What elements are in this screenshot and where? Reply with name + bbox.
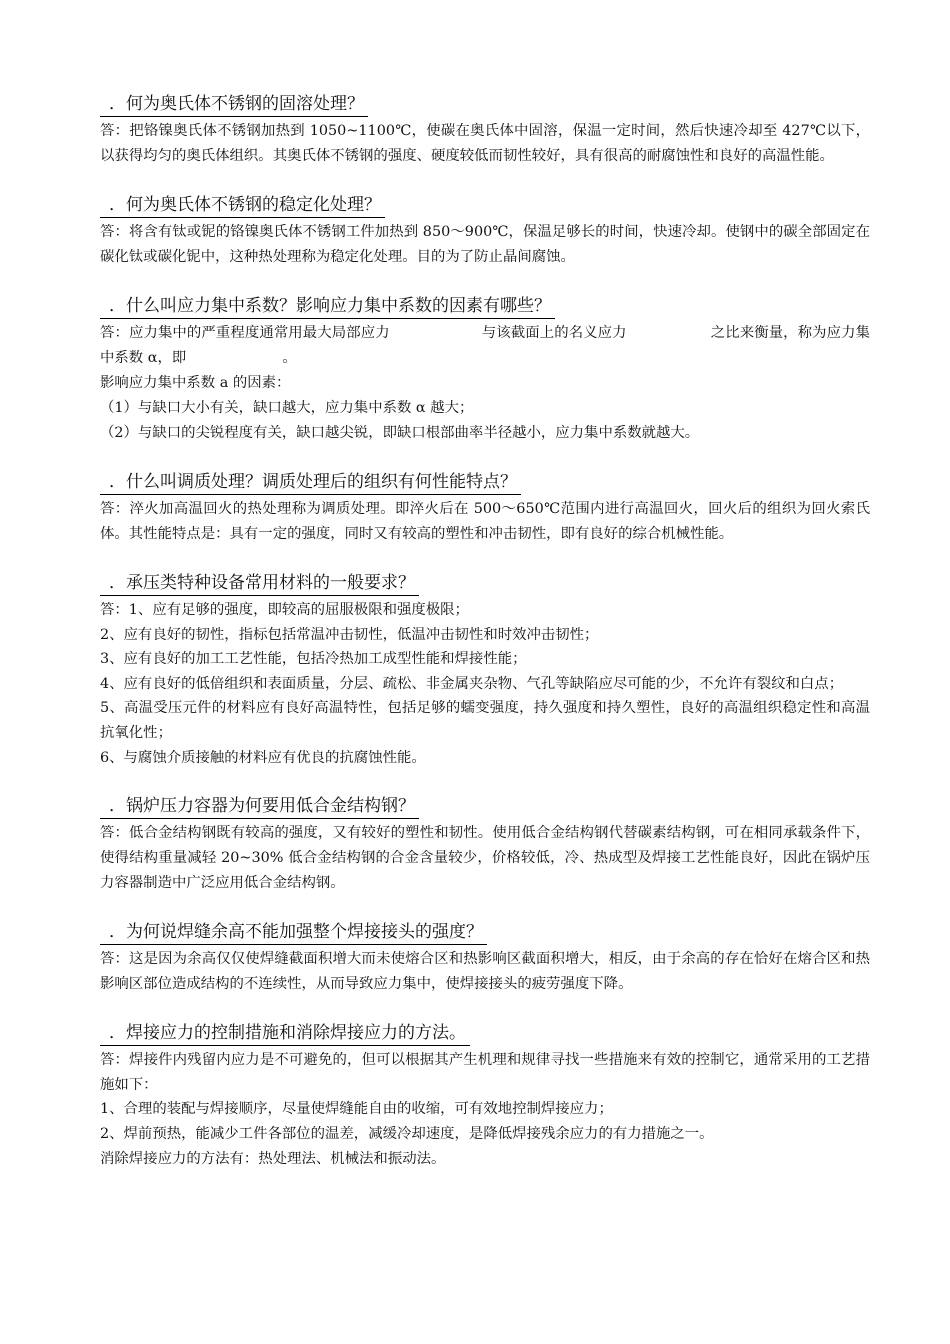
section-heading xyxy=(100,193,385,218)
heading-text: 焊接应力的控制措施和消除焊接应力的方法。 xyxy=(126,1023,466,1044)
answer-paragraph: 6、与腐蚀介质接触的材料应有优良的抗腐蚀性能。 xyxy=(100,749,426,766)
heading-marker: ． xyxy=(109,296,126,316)
heading-text: 何为奥氏体不锈钢的固溶处理？ xyxy=(126,94,364,114)
heading-marker: ． xyxy=(109,195,126,215)
answer-paragraph xyxy=(100,321,870,371)
section-heading xyxy=(100,794,419,819)
qa-section-solution-treatment xyxy=(100,92,870,169)
section-heading xyxy=(100,470,521,495)
answer-paragraph: （2）与缺口的尖锐程度有关，缺口越尖锐，即缺口根部曲率半径越小，应力集中系数就越大。 xyxy=(100,425,700,441)
heading-text: 锅炉压力容器为何要用低合金结构钢？ xyxy=(126,796,415,817)
answer-paragraph: 答：1、应有足够的强度，即较高的屈服极限和强度极限； xyxy=(100,602,469,618)
answer-paragraph: 影响应力集中系数 a 的因素： xyxy=(100,375,291,391)
answer-paragraph: 1、合理的装配与焊接顺序，尽量使焊缝能自由的收缩，可有效地控制焊接应力； xyxy=(100,1101,613,1118)
qa-section-stress-concentration xyxy=(100,294,870,446)
heading-marker: ． xyxy=(109,796,126,817)
answer-text-part: 。 xyxy=(282,350,297,366)
answer-paragraph: 3、应有良好的加工工艺性能，包括冷热加工成型性能和焊接性能； xyxy=(100,651,527,668)
section-heading xyxy=(100,1021,470,1046)
heading-marker: ． xyxy=(109,94,126,114)
answer-paragraph: 答：把铬镍奥氏体不锈钢加热到 1050~1100℃，使碳在奥氏体中固溶，保温一定时间，然后快速冷却至 427℃以下，以获得均匀的奥氏体组织。其奥氏体不锈钢的强度、硬度较低而韧性较好，具有很高的耐腐蚀性和良好的高温性能。 xyxy=(100,123,870,164)
heading-text: 承压类特种设备常用材料的一般要求？ xyxy=(126,573,415,593)
heading-marker: ． xyxy=(109,922,126,943)
answer-paragraph: 答：将含有钛或铌的铬镍奥氏体不锈钢工件加热到 850～900℃，保温足够长的时间，快速冷却。使钢中的碳全部固定在碳化钛或碳化铌中，这种热处理称为稳定化处理。目的为了防止晶间腐蚀。 xyxy=(100,224,870,265)
document-page xyxy=(100,92,870,1195)
heading-marker: ． xyxy=(109,573,126,593)
answer-paragraph: 消除焊接应力的方法有：热处理法、机械法和振动法。 xyxy=(100,1150,446,1167)
qa-section-material-requirements xyxy=(100,571,870,770)
answer-paragraph: 答：焊接件内残留内应力是不可避免的，但可以根据其产生机理和规律寻找一些措施来有效的控制它，通常采用的工艺措施如下： xyxy=(100,1052,870,1093)
section-heading xyxy=(100,571,419,596)
answer-paragraph: 答：低合金结构钢既有较高的强度，又有较好的塑性和韧性。使用低合金结构钢代替碳素结构钢，可在相同承载条件下，使得结构重量减轻 20~30% 低合金结构钢的合金含量较少，价格较低，冷、热成型及焊接工艺性能良好，因此在锅炉压力容器制造中广泛应用低合金结构钢。 xyxy=(100,825,870,892)
section-heading xyxy=(100,92,368,117)
qa-section-quenching-tempering xyxy=(100,470,870,547)
qa-section-stabilization xyxy=(100,193,870,270)
heading-marker: ． xyxy=(109,472,126,492)
answer-paragraph: 2、应有良好的韧性，指标包括常温冲击韧性，低温冲击韧性和时效冲击韧性； xyxy=(100,626,599,643)
answer-paragraph: 4、应有良好的低倍组织和表面质量，分层、疏松、非金属夹杂物、气孔等缺陷应尽可能的少，不允许有裂纹和白点； xyxy=(100,675,844,692)
qa-section-welding-stress xyxy=(100,1021,870,1171)
answer-paragraph: （1）与缺口大小有关，缺口越大，应力集中系数 α 越大； xyxy=(100,400,474,416)
section-heading xyxy=(100,920,487,945)
answer-text-part: 之比来衡量，称为应力集中系数 α，即 xyxy=(100,325,870,366)
answer-text-part: 答：应力集中的严重程度通常用最大局部应力 xyxy=(100,325,390,341)
heading-text: 何为奥氏体不锈钢的稳定化处理？ xyxy=(126,195,381,215)
answer-paragraph: 答：淬火加高温回火的热处理称为调质处理。即淬火后在 500～650℃范围内进行高温回火，回火后的组织为回火索氏体。其性能特点是：具有一定的强度，同时又有较高的塑性和冲击韧性，即有良好的综合机械性能。 xyxy=(100,501,870,542)
answer-paragraph: 2、焊前预热，能减少工件各部位的温差，减缓冷却速度，是降低焊接残余应力的有力措施之一。 xyxy=(100,1125,714,1142)
heading-text: 为何说焊缝余高不能加强整个焊接接头的强度？ xyxy=(126,922,483,943)
qa-section-low-alloy-steel xyxy=(100,794,870,896)
qa-section-weld-reinforcement xyxy=(100,920,870,997)
heading-marker: ． xyxy=(109,1023,126,1044)
answer-text-part: 与该截面上的名义应力 xyxy=(481,325,627,341)
answer-paragraph: 答：这是因为余高仅仅使焊缝截面积增大而未使熔合区和热影响区截面积增大，相反，由于余高的存在恰好在熔合区和热影响区部位造成结构的不连续性，从而导致应力集中，使焊接接头的疲劳强度下降。 xyxy=(100,951,870,993)
section-heading xyxy=(100,294,555,319)
heading-text: 什么叫应力集中系数？影响应力集中系数的因素有哪些？ xyxy=(126,296,551,316)
answer-paragraph: 5、高温受压元件的材料应有良好高温特性，包括足够的蠕变强度，持久强度和持久塑性，良好的高温组织稳定性和高温抗氧化性； xyxy=(100,700,870,741)
heading-text: 什么叫调质处理？调质处理后的组织有何性能特点？ xyxy=(126,472,517,492)
